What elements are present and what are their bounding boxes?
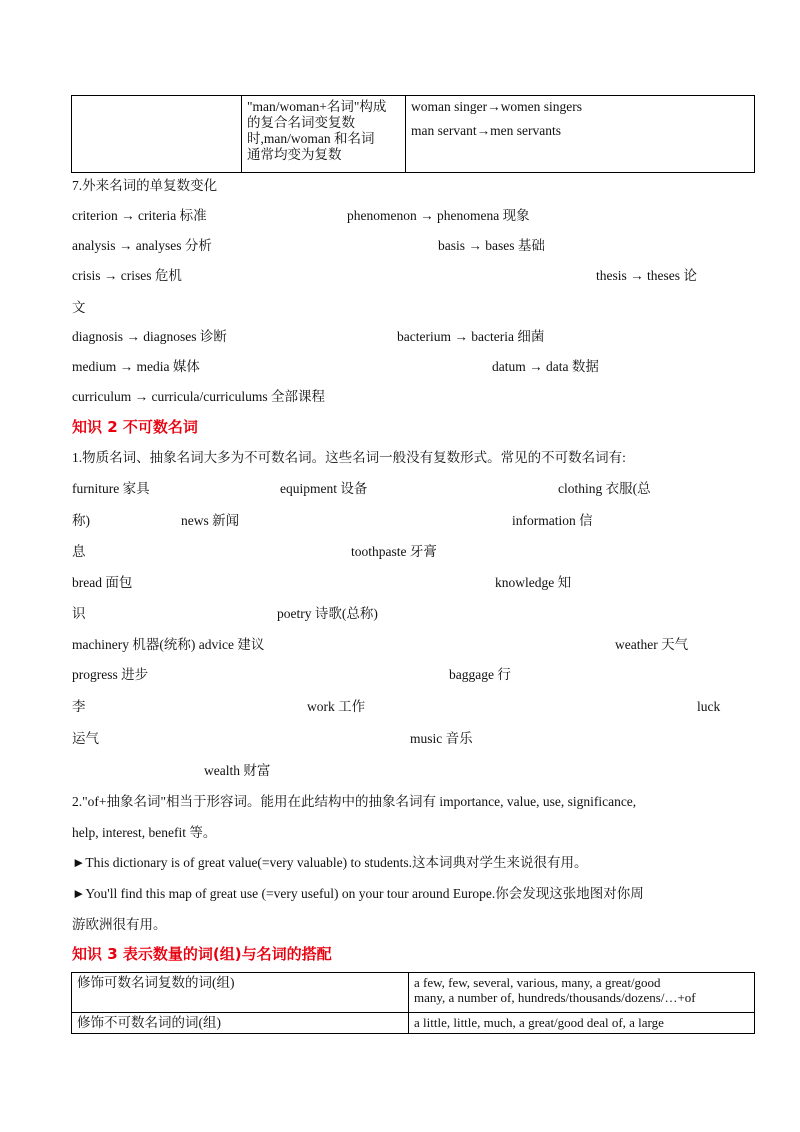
cell-line: 通常均变为复数 xyxy=(247,147,342,162)
word-pair: medium → media 媒体 xyxy=(72,359,200,374)
section-7-heading: 7.外来名词的单复数变化 xyxy=(72,178,218,193)
table-row xyxy=(72,1013,755,1034)
noun-item: machinery 机器(统称) advice 建议 xyxy=(72,637,265,652)
noun-item: weather 天气 xyxy=(615,637,689,652)
word-pair: 文 xyxy=(72,300,86,315)
noun-item: toothpaste 牙膏 xyxy=(351,544,437,559)
knowledge-3-title: 知识 3 表示数量的词(组)与名词的搭配 xyxy=(72,945,332,963)
top-table-cell-right xyxy=(406,96,755,173)
paragraph-line: 2."of+抽象名词"相当于形容词。能用在此结构中的抽象名词有 importance, value, use, significance, xyxy=(72,794,637,809)
top-table-cell-mid xyxy=(242,96,406,173)
word-pair: datum → data 数据 xyxy=(492,359,599,374)
noun-item: 识 xyxy=(72,606,86,621)
word-pair: bacterium → bacteria 细菌 xyxy=(397,329,545,344)
noun-item: knowledge 知 xyxy=(495,575,572,590)
noun-item: equipment 设备 xyxy=(280,481,368,496)
cell-line: many, a number of, hundreds/thousands/dozens/…+of xyxy=(414,990,696,1005)
table-cell: 修饰可数名词复数的词(组) xyxy=(72,973,409,1013)
noun-item: music 音乐 xyxy=(410,731,473,746)
noun-item: 李 xyxy=(72,699,86,714)
noun-item: furniture 家具 xyxy=(72,481,150,496)
table-row xyxy=(72,973,755,1013)
noun-item: luck xyxy=(697,699,721,714)
word-pair: criterion → criteria 标准 xyxy=(72,208,207,223)
table-cell xyxy=(409,1013,755,1034)
noun-item: clothing 衣服(总 xyxy=(558,481,651,496)
noun-item: information 信 xyxy=(512,513,593,528)
table-cell xyxy=(409,973,755,1013)
knowledge-2-title: 知识 2 不可数名词 xyxy=(72,418,198,436)
noun-item: baggage 行 xyxy=(449,667,511,682)
example-sentence: ►You'll find this map of great use (=very useful) on your tour around Europe.你会发现这张地图对你周 xyxy=(72,886,644,901)
noun-item: 称) xyxy=(72,513,90,528)
noun-item: work 工作 xyxy=(307,699,366,714)
noun-item: wealth 财富 xyxy=(204,763,271,778)
noun-item: 运气 xyxy=(72,731,99,746)
top-table-cell-left xyxy=(72,96,242,173)
knowledge-2-intro: 1.物质名词、抽象名词大多为不可数名词。这些名词一般没有复数形式。常见的不可数名词有: xyxy=(72,450,626,465)
noun-item: poetry 诗歌(总称) xyxy=(277,606,378,621)
example-sentence: ►This dictionary is of great value(=very valuable) to students.这本词典对学生来说很有用。 xyxy=(72,855,588,870)
noun-item: bread 面包 xyxy=(72,575,133,590)
word-pair: analysis → analyses 分析 xyxy=(72,238,212,253)
word-pair: phenomenon → phenomena 现象 xyxy=(347,208,530,223)
top-table xyxy=(71,95,755,173)
noun-item: news 新闻 xyxy=(181,513,240,528)
cell-line: a little, little, much, a great/good deal of, a large xyxy=(414,1015,664,1030)
example-sentence: 游欧洲很有用。 xyxy=(72,917,167,932)
word-pair: thesis → theses 论 xyxy=(596,268,697,283)
cell-line: "man/woman+名词"构成 xyxy=(247,99,387,114)
word-pair: diagnosis → diagnoses 诊断 xyxy=(72,329,227,344)
cell-line: 的复合名词变复数 xyxy=(247,115,355,130)
quantifier-table xyxy=(71,972,755,1034)
word-pair: basis → bases 基础 xyxy=(438,238,545,253)
paragraph-line: help, interest, benefit 等。 xyxy=(72,825,217,840)
noun-item: progress 进步 xyxy=(72,667,149,682)
noun-item: 息 xyxy=(72,544,86,559)
word-pair: curriculum → curricula/curriculums 全部课程 xyxy=(72,389,326,404)
cell-line: 时,man/woman 和名词 xyxy=(247,131,375,146)
cell-line: woman singer→women singers xyxy=(411,99,582,114)
cell-line: man servant→men servants xyxy=(411,123,561,138)
cell-line: a few, few, several, various, many, a great/good xyxy=(414,975,661,990)
table-cell: 修饰不可数名词的词(组) xyxy=(72,1013,409,1034)
word-pair: crisis → crises 危机 xyxy=(72,268,182,283)
